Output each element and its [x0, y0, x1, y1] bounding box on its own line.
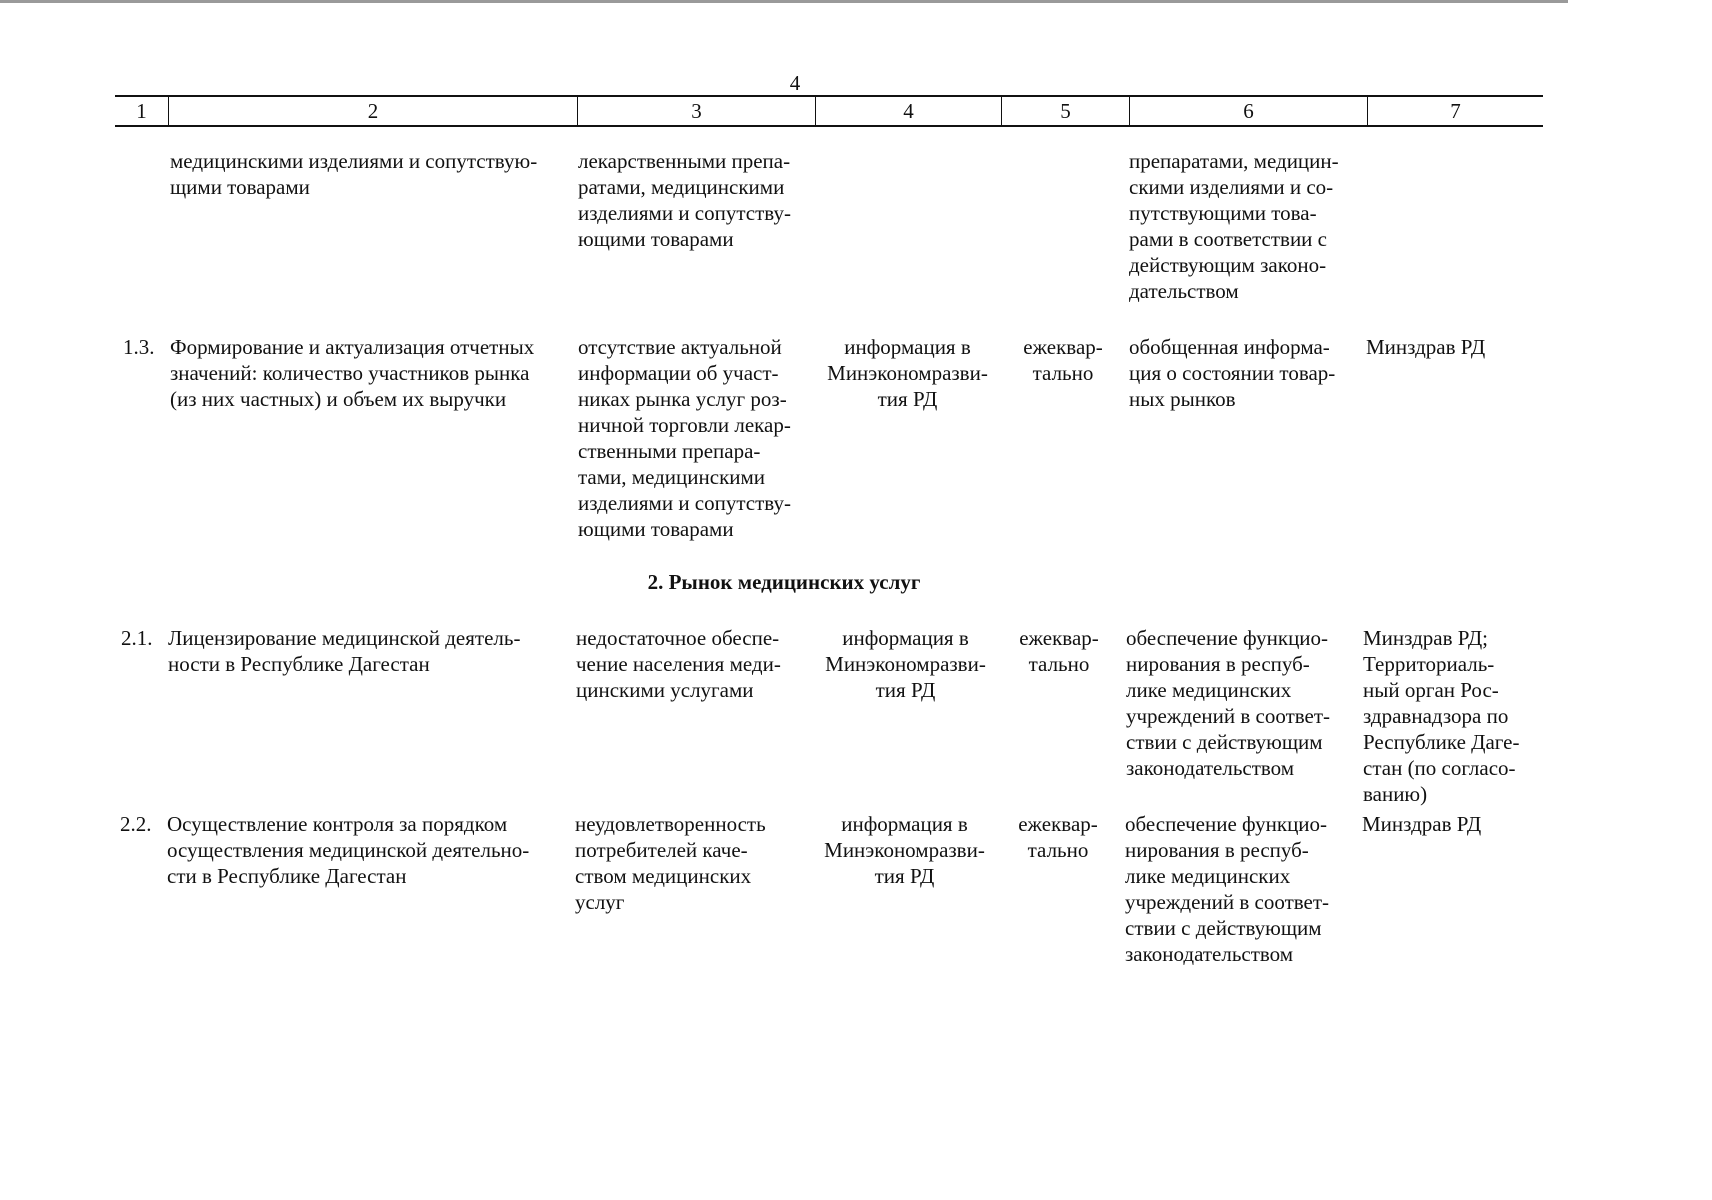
header-col-3: 3: [577, 97, 815, 125]
continuation-col6: препаратами, медицин- скими изделиями и со- путствующими това- рами в соответствии с действующим законо- дательством: [1129, 149, 1339, 303]
row-col5-period: ежеквар- тально: [1023, 335, 1103, 385]
continuation-col3: лекарственными препа- ратами, медицинскими изделиями и сопутству- ющими товарами: [578, 149, 791, 251]
row-number: 2.2.: [120, 812, 152, 836]
continuation-col2: медицинскими изделиями и сопутствую- щими товарами: [170, 149, 538, 199]
row-col7-responsible: Минздрав РД: [1366, 335, 1486, 359]
row-col6-result: обобщенная информа- ция о состоянии товар- ных рынков: [1129, 335, 1336, 411]
row-col7-responsible: Минздрав РД; Территориаль- ный орган Рос- здравнадзора по Республике Даге- стан (по согласо- ванию): [1363, 626, 1520, 806]
header-col-2: 2: [168, 97, 577, 125]
section-title: 2. Рынок медицинских услуг: [647, 570, 921, 594]
row-col2-measure: Формирование и актуализация отчетных значений: количество участников рынка (из них частных) и объем их выручки: [170, 335, 535, 411]
header-col-6: 6: [1129, 97, 1367, 125]
row-col6-result: обеспечение функцио- нирования в респуб- лике медицинских учреждений в соответ- ствии с действующим законодательством: [1125, 812, 1330, 966]
header-col-1: 1: [136, 99, 147, 123]
row-col4-source: информация в Минэкономразви- тия РД: [824, 812, 985, 888]
row-col2-measure: Осуществление контроля за порядком осуществления медицинской деятельно- сти в Республике Дагестан: [167, 812, 530, 888]
row-col7-responsible: Минздрав РД: [1362, 812, 1482, 836]
row-number: 2.1.: [121, 626, 153, 650]
row-col6-result: обеспечение функцио- нирования в респуб- лике медицинских учреждений в соответ- ствии с действующим законодательством: [1126, 626, 1331, 780]
row-col4-source: информация в Минэкономразви- тия РД: [827, 335, 988, 411]
row-col3-problem: отсутствие актуальной информации об участ- никах рынка услуг роз- ничной торговли лекар- ственными препара- тами, медицинскими изделиями и сопутству- ющими товарами: [578, 335, 791, 541]
page-number: 4: [789, 71, 801, 95]
header-col-7: 7: [1367, 97, 1543, 125]
row-col3-problem: неудовлетворенность потребителей каче- ством медицинских услуг: [575, 812, 766, 914]
table-header-row: [115, 95, 1543, 127]
row-number: 1.3.: [123, 335, 155, 359]
row-col5-period: ежеквар- тально: [1018, 812, 1098, 862]
header-col-5: 5: [1001, 97, 1129, 125]
row-col5-period: ежеквар- тально: [1019, 626, 1099, 676]
row-col4-source: информация в Минэкономразви- тия РД: [825, 626, 986, 702]
row-col2-measure: Лицензирование медицинской деятель- ности в Республике Дагестан: [168, 626, 521, 676]
row-col3-problem: недостаточное обеспе- чение населения меди- цинскими услугами: [576, 626, 781, 702]
header-col-4: 4: [815, 97, 1001, 125]
scan-edge: [0, 0, 1568, 3]
